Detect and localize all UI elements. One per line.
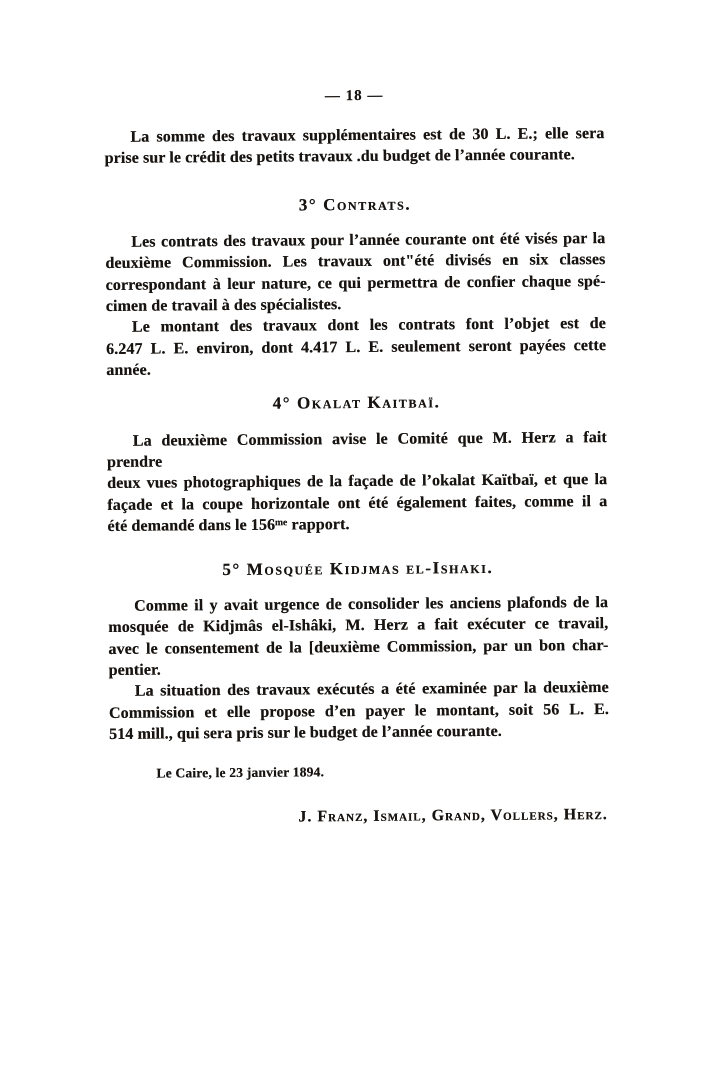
text-line: Commission et elle propose d’en payer le montant, soit 56 L. E. (108, 700, 609, 722)
text-line: cimen de travail à des spécialistes. (105, 296, 342, 315)
signatures: J. Franz, Ismail, Grand, Vollers, Herz. (298, 805, 608, 825)
text-line: correspondant à leur nature, ce qui permettra de confier chaque spé- (105, 272, 606, 294)
text-line: année. (106, 361, 151, 380)
text-line: Les contrats des travaux pour l’année courante ont été visés par la (131, 229, 606, 251)
paragraph-okalat-photos (107, 427, 608, 538)
text-line: mosquée de Kidjmâs el-Ishâki, M. Herz a fait exécuter ce travail, (108, 615, 609, 637)
heading-mosquee-kidjmas: 5° Mosquée Kidjmas el-Ishaki. (222, 557, 494, 579)
text-line: prise sur le crédit des petits travaux .du budget de l’année courante. (104, 146, 575, 168)
text-line: Le montant des travaux dont les contrats font l’objet est de (131, 315, 606, 337)
text-line: La deuxième Commission avise le Comité que M. Herz a fait prendre (106, 428, 607, 472)
text-line: La situation des travaux exécutés a été examinée par la deuxième (134, 679, 609, 701)
heading-okalat-kaitbai: 4° Okalat Kaitbaï. (272, 391, 441, 413)
page-content (104, 86, 610, 827)
text-line: deuxième Commission. Les travaux ont"été divisés en six classes (105, 251, 606, 273)
text-line: La somme des travaux supplémentaires est de 30 L. E.; elle sera (130, 125, 605, 146)
text-line: avec le consentement de la [deuxième Commission, par un bon char- (108, 636, 609, 658)
text-line: Comme il y avait urgence de consolider les anciens plafonds de la (133, 593, 609, 615)
text-line: façade et la coupe horizontale ont été également faites, comme il a (107, 492, 608, 514)
dateline: Le Caire, le 23 janvier 1894. (156, 763, 325, 781)
heading-contrats: 3° Contrats. (298, 194, 412, 215)
text-line: 6.247 L. E. environ, dont 4.417 L. E. seulement seront payées cette (105, 336, 607, 358)
text-line: deux vues photographiques de la façade de l’okalat Kaïtbaï, et que la (107, 471, 608, 493)
page-number: — 18 — (324, 87, 384, 105)
text-line: été demandé dans le 156ᵐᵉ rapport. (107, 516, 350, 536)
paragraph-mosque-ceilings (108, 592, 609, 682)
paragraph-supplementary-works (104, 123, 604, 170)
text-line: 514 mill., qui sera pris sur le budget de l’année courante. (109, 722, 502, 744)
paragraph-works-payment (109, 677, 609, 745)
text-line: pentier. (108, 661, 161, 679)
paragraph-contracts-classes (105, 228, 606, 318)
paragraph-contracts-amount (106, 313, 606, 381)
